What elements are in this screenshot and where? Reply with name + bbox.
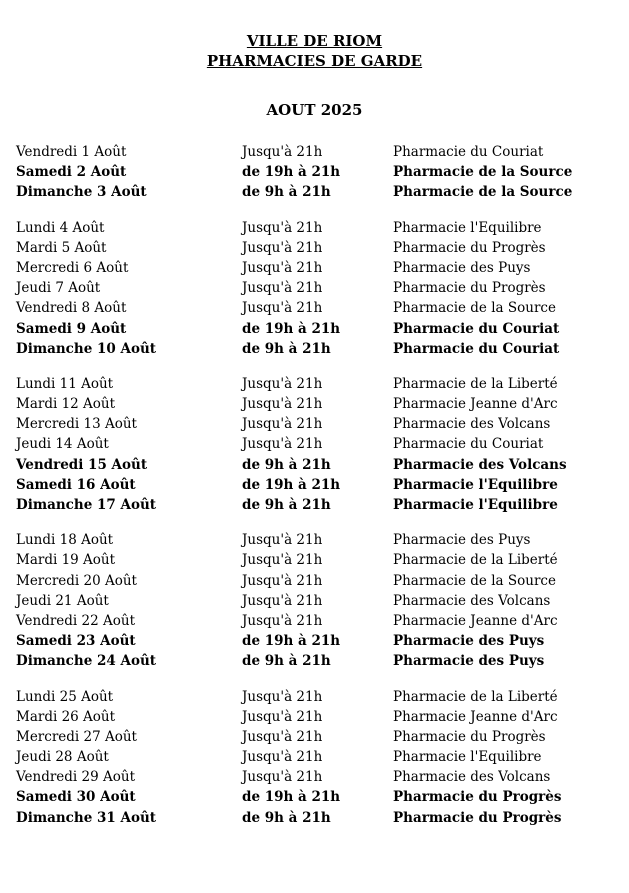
day-cell: Dimanche 17 Août xyxy=(16,497,157,513)
pharmacy-cell: Pharmacie de la Liberté xyxy=(393,552,558,569)
day-cell: Lundi 18 Août xyxy=(16,532,114,549)
schedule-row xyxy=(16,339,616,359)
pharmacy-cell: Pharmacie Jeanne d'Arc xyxy=(393,396,558,413)
hours-cell: Jusqu'à 21h xyxy=(242,728,323,745)
day-cell: Samedi 16 Août xyxy=(16,476,136,493)
schedule-row xyxy=(16,475,616,495)
day-cell: Mardi 5 Août xyxy=(16,239,107,256)
pharmacy-cell: Pharmacie Jeanne d'Arc xyxy=(393,708,558,725)
day-cell: Vendredi 8 Août xyxy=(16,300,127,317)
schedule-row xyxy=(16,162,616,182)
document-header xyxy=(0,31,629,71)
day-cell: Vendredi 1 Août xyxy=(16,144,127,160)
day-cell: Dimanche 31 Août xyxy=(16,809,157,826)
pharmacy-cell: Pharmacie des Volcans xyxy=(393,416,551,433)
hours-cell: Jusqu'à 21h xyxy=(242,375,323,392)
pharmacy-cell: Pharmacie des Volcans xyxy=(393,769,551,786)
schedule-row xyxy=(16,530,616,550)
hours-cell: Jusqu'à 21h xyxy=(242,708,323,725)
schedule-row xyxy=(16,238,616,258)
week-block xyxy=(16,218,616,359)
schedule-row xyxy=(16,808,616,828)
hours-cell: Jusqu'à 21h xyxy=(242,219,323,236)
day-cell: Jeudi 7 Août xyxy=(16,280,101,297)
hours-cell: Jusqu'à 21h xyxy=(242,144,323,160)
hours-cell: Jusqu'à 21h xyxy=(242,280,323,297)
schedule-row xyxy=(16,218,616,238)
hours-cell: Jusqu'à 21h xyxy=(242,532,323,549)
hours-cell: Jusqu'à 21h xyxy=(242,769,323,786)
pharmacy-cell: Pharmacie de la Source xyxy=(393,184,573,201)
day-cell: Dimanche 24 Août xyxy=(16,653,157,670)
schedule-row xyxy=(16,414,616,434)
schedule-row xyxy=(16,278,616,298)
day-cell: Mercredi 6 Août xyxy=(16,259,129,276)
day-cell: Mercredi 27 Août xyxy=(16,728,137,745)
hours-cell: de 9h à 21h xyxy=(242,497,331,513)
pharmacy-cell: Pharmacie du Couriat xyxy=(393,320,560,337)
week-block xyxy=(16,142,616,203)
pharmacy-cell: Pharmacie du Progrès xyxy=(393,789,562,806)
hours-cell: de 9h à 21h xyxy=(242,184,331,201)
pharmacy-cell: Pharmacie l'Equilibre xyxy=(393,497,558,513)
week-block xyxy=(16,530,616,671)
schedule-row xyxy=(16,142,616,162)
day-cell: Samedi 2 Août xyxy=(16,164,127,181)
pharmacy-cell: Pharmacie du Progrès xyxy=(393,280,546,297)
hours-cell: Jusqu'à 21h xyxy=(242,688,323,705)
hours-cell: de 19h à 21h xyxy=(242,320,341,337)
pharmacy-cell: Pharmacie du Progrès xyxy=(393,809,562,826)
day-cell: Lundi 25 Août xyxy=(16,688,114,705)
day-cell: Samedi 30 Août xyxy=(16,789,136,806)
city-title: VILLE DE RIOM xyxy=(246,32,383,50)
hours-cell: de 19h à 21h xyxy=(242,164,341,181)
day-cell: Jeudi 14 Août xyxy=(16,436,109,453)
schedule-row xyxy=(16,611,616,631)
schedule-row xyxy=(16,550,616,570)
hours-cell: Jusqu'à 21h xyxy=(242,749,323,766)
day-cell: Vendredi 29 Août xyxy=(16,769,135,786)
schedule-row xyxy=(16,394,616,414)
hours-cell: Jusqu'à 21h xyxy=(242,612,323,629)
pharmacy-cell: Pharmacie du Couriat xyxy=(393,436,544,453)
hours-cell: de 9h à 21h xyxy=(242,809,331,826)
schedule-row xyxy=(16,455,616,475)
week-block xyxy=(16,374,616,515)
pharmacy-cell: Pharmacie de la Source xyxy=(393,300,556,317)
day-cell: Samedi 23 Août xyxy=(16,633,136,650)
hours-cell: Jusqu'à 21h xyxy=(242,396,323,413)
pharmacy-cell: Pharmacie du Progrès xyxy=(393,239,546,256)
day-cell: Mardi 19 Août xyxy=(16,552,116,569)
schedule-row xyxy=(16,727,616,747)
schedule-row xyxy=(16,434,616,454)
hours-cell: de 9h à 21h xyxy=(242,340,331,357)
day-cell: Mardi 12 Août xyxy=(16,396,116,413)
schedule-row xyxy=(16,787,616,807)
duty-schedule xyxy=(16,142,616,843)
day-cell: Mercredi 13 Août xyxy=(16,416,137,433)
hours-cell: Jusqu'à 21h xyxy=(242,300,323,317)
day-cell: Vendredi 15 Août xyxy=(16,456,148,473)
day-cell: Jeudi 28 Août xyxy=(16,749,109,766)
hours-cell: Jusqu'à 21h xyxy=(242,552,323,569)
schedule-row xyxy=(16,651,616,671)
pharmacy-cell: Pharmacie des Volcans xyxy=(393,456,567,473)
pharmacy-cell: Pharmacie des Puys xyxy=(393,532,531,549)
hours-cell: Jusqu'à 21h xyxy=(242,239,323,256)
month-heading: AOUT 2025 xyxy=(266,101,363,119)
hours-cell: Jusqu'à 21h xyxy=(242,592,323,609)
pharmacy-cell: Pharmacie des Puys xyxy=(393,259,531,276)
pharmacy-cell: Pharmacie de la Source xyxy=(393,164,573,181)
day-cell: Lundi 4 Août xyxy=(16,219,105,236)
day-cell: Samedi 9 Août xyxy=(16,320,127,337)
day-cell: Jeudi 21 Août xyxy=(16,592,109,609)
pharmacy-cell: Pharmacie des Volcans xyxy=(393,592,551,609)
schedule-row xyxy=(16,591,616,611)
hours-cell: de 19h à 21h xyxy=(242,476,341,493)
hours-cell: Jusqu'à 21h xyxy=(242,436,323,453)
day-cell: Lundi 11 Août xyxy=(16,375,114,392)
day-cell: Mercredi 20 Août xyxy=(16,572,137,589)
pharmacy-cell: Pharmacie des Puys xyxy=(393,653,545,670)
day-cell: Dimanche 10 Août xyxy=(16,340,157,357)
schedule-row xyxy=(16,258,616,278)
pharmacy-cell: Pharmacie l'Equilibre xyxy=(393,476,558,493)
pharmacy-cell: Pharmacie du Couriat xyxy=(393,144,544,160)
schedule-row xyxy=(16,631,616,651)
schedule-row xyxy=(16,747,616,767)
pharmacy-cell: Pharmacie l'Equilibre xyxy=(393,219,542,236)
schedule-row xyxy=(16,571,616,591)
hours-cell: Jusqu'à 21h xyxy=(242,259,323,276)
day-cell: Dimanche 3 Août xyxy=(16,184,147,201)
schedule-row xyxy=(16,374,616,394)
hours-cell: de 19h à 21h xyxy=(242,789,341,806)
pharmacy-cell: Pharmacie du Progrès xyxy=(393,728,546,745)
schedule-row xyxy=(16,182,616,202)
pharmacy-cell: Pharmacie du Couriat xyxy=(393,340,560,357)
day-cell: Mardi 26 Août xyxy=(16,708,116,725)
pharmacy-cell: Pharmacie l'Equilibre xyxy=(393,749,542,766)
hours-cell: Jusqu'à 21h xyxy=(242,572,323,589)
day-cell: Vendredi 22 Août xyxy=(16,612,135,629)
document-title: PHARMACIES DE GARDE xyxy=(206,52,423,70)
pharmacy-cell: Pharmacie des Puys xyxy=(393,633,545,650)
hours-cell: de 19h à 21h xyxy=(242,633,341,650)
pharmacy-cell: Pharmacie de la Liberté xyxy=(393,375,558,392)
hours-cell: de 9h à 21h xyxy=(242,653,331,670)
schedule-row xyxy=(16,687,616,707)
schedule-row xyxy=(16,298,616,318)
schedule-row xyxy=(16,495,616,515)
hours-cell: Jusqu'à 21h xyxy=(242,416,323,433)
week-block xyxy=(16,687,616,828)
hours-cell: de 9h à 21h xyxy=(242,456,331,473)
schedule-row xyxy=(16,319,616,339)
pharmacy-cell: Pharmacie de la Source xyxy=(393,572,556,589)
schedule-row xyxy=(16,767,616,787)
schedule-row xyxy=(16,707,616,727)
pharmacy-cell: Pharmacie de la Liberté xyxy=(393,688,558,705)
pharmacy-cell: Pharmacie Jeanne d'Arc xyxy=(393,612,558,629)
